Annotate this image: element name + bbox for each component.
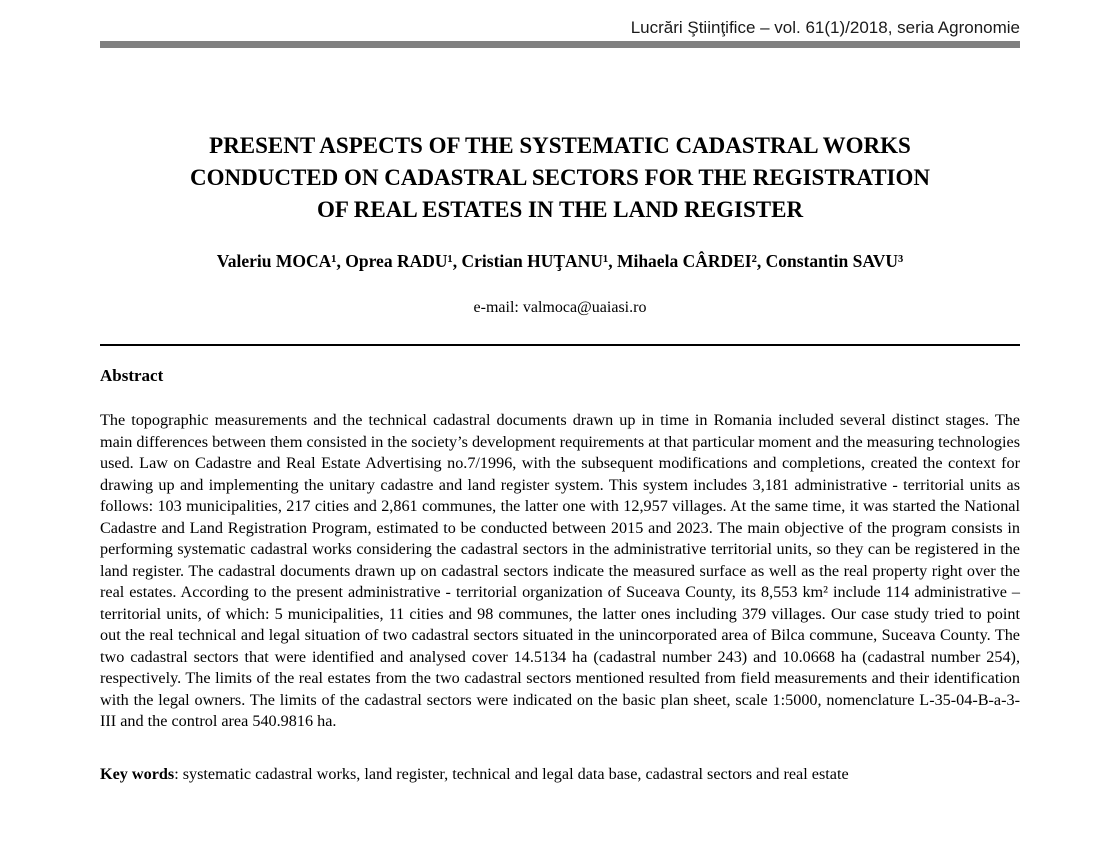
- paper-title-line-2: CONDUCTED ON CADASTRAL SECTORS FOR THE REGISTRATION: [190, 165, 930, 190]
- keywords-text: : systematic cadastral works, land register, technical and legal data base, cadastral sectors and real estate: [174, 764, 849, 783]
- abstract-divider-rule: [100, 344, 1020, 346]
- paper-title: [100, 130, 1020, 226]
- paper-title-line-3: OF REAL ESTATES IN THE LAND REGISTER: [316, 197, 804, 222]
- keywords-line: [100, 764, 1020, 786]
- keywords-label: Key words: [100, 764, 175, 783]
- abstract-body: The topographic measurements and the technical cadastral documents drawn up in time in Romania included several distinct stages. The main differences between them consisted in the society’s development requirements at that particular moment and the measuring technologies used. Law on Cadastre and Real Estate Advertising no.7/1996, with the subsequent modifications and completions, created the context for drawing up and implementing the unitary cadastre and land register system. This system includes 3,181 administrative - territorial units as follows: 103 municipalities, 217 cities and 2,861 communes, the latter one with 12,957 villages. At the same time, it was started the National Cadastre and Land Registration Program, estimated to be conducted between 2015 and 2023. The main objective of the program consists in performing systematic cadastral works considering the cadastral sectors in the administrative territorial units, so they can be registered in the land register. The cadastral documents drawn up on cadastral sectors indicate the measured surface as well as the real property right over the real estates. According to the present administrative - territorial organization of Suceava County, its 8,553 km² include 114 administrative – territorial units, of which: 5 municipalities, 11 cities and 98 communes, the latter ones including 379 villages. Our case study tried to point out the real technical and legal situation of two cadastral sectors situated in the unincorporated area of Bilca commune, Suceava County. The two cadastral sectors that were identified and analysed cover 14.5134 ha (cadastral number 243) and 10.0668 ha (cadastral number 254), respectively. The limits of the real estates from the two cadastral sectors mentioned resulted from field measurements and their identification with the legal owners. The limits of the cadastral sectors were indicated on the basic plan sheet, scale 1:5000, nomenclature L-35-04-B-a-3-III and the control area 540.9816 ha.: [100, 411, 1020, 730]
- abstract-heading: Abstract: [100, 366, 164, 385]
- email-line: e-mail: valmoca@uaiasi.ro: [473, 299, 647, 316]
- header-rule-bar: [100, 41, 1020, 48]
- authors-line: Valeriu MOCA¹, Oprea RADU¹, Cristian HUŢANU¹, Mihaela CÂRDEI², Constantin SAVU³: [216, 251, 904, 271]
- journal-header: Lucrări Ştiinţifice – vol. 61(1)/2018, seria Agronomie: [630, 18, 1020, 37]
- paper-title-line-1: PRESENT ASPECTS OF THE SYSTEMATIC CADASTRAL WORKS: [209, 133, 911, 158]
